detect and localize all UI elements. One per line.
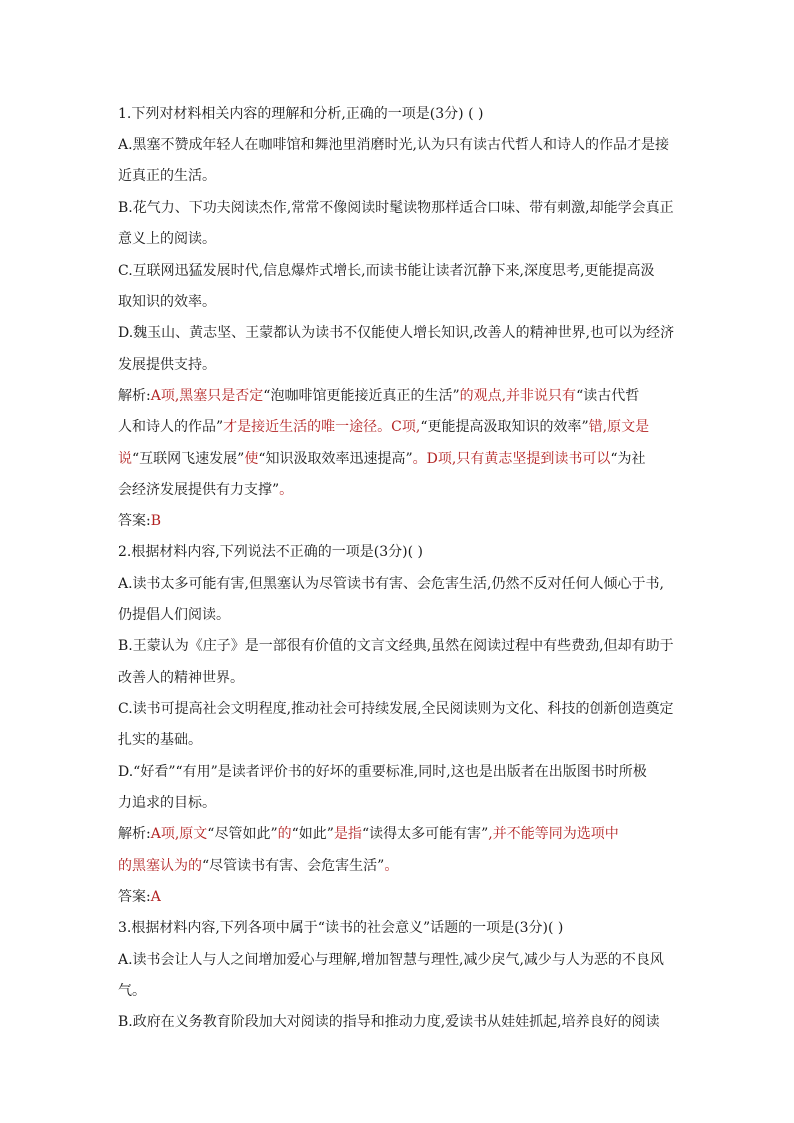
answer-label: 答案: (118, 889, 151, 905)
q1-option-a: A.黑塞不赞成年轻人在咖啡馆和舞池里消磨时光,认为只有读古代哲人和诗人的作品才是接 (118, 137, 670, 153)
q1-analysis-line4: 会经济发展提供有力支撑”。 (118, 482, 294, 498)
q2-option-c-cont: 扎实的基础。 (118, 732, 202, 748)
q1-option-c-cont: 取知识的效率。 (118, 294, 216, 310)
q3-option-b: B.政府在义务教育阶段加大对阅读的指导和推动力度,爱读书从娃娃抓起,培养良好的阅读 (118, 1014, 660, 1030)
q1-analysis-line3: 说“互联网飞速发展”使“知识汲取效率迅速提高”。D项,只有黄志坚提到读书可以“为社 (118, 451, 646, 467)
answer-value: B (150, 513, 162, 529)
answer-label: 答案: (118, 513, 151, 529)
q1-option-c: C.互联网迅猛发展时代,信息爆炸式增长,而读书能让读者沉静下来,深度思考,更能提高汲 (118, 263, 655, 279)
q1-stem: 1.下列对材料相关内容的理解和分析,正确的一项是(3分) ( ) (118, 106, 484, 122)
q2-option-b-cont: 改善人的精神世界。 (118, 670, 244, 686)
analysis-label: 解析: (118, 388, 151, 404)
q2-answer (118, 887, 683, 907)
q2-option-c: C.读书可提高社会文明程度,推动社会可持续发展,全民阅读则为文化、科技的创新创造奠定 (118, 701, 674, 717)
analysis-label: 解析: (118, 826, 151, 842)
q1-option-d-cont: 发展提供支持。 (118, 357, 216, 373)
q2-option-b: B.王蒙认为《庄子》是一部很有价值的文言文经典,虽然在阅读过程中有些费劲,但却有助于 (118, 638, 674, 654)
q2-analysis-line2: 的黑塞认为的“尽管读书有害、会危害生活”。 (118, 858, 399, 874)
q2-option-d: D.“好看”“有用”是读者评价书的好坏的重要标准,同时,这也是出版者在出版图书时所极 (118, 764, 647, 780)
q1-option-d: D.魏玉山、黄志坚、王蒙都认为读书不仅能使人增长知识,改善人的精神世界,也可以为经济 (118, 325, 675, 341)
q1-option-a-cont: 近真正的生活。 (118, 168, 216, 184)
q3-stem: 3.根据材料内容,下列各项中属于“读书的社会意义”话题的一项是(3分)( ) (118, 920, 564, 936)
q2-option-a: A.读书太多可能有害,但黑塞认为尽管读书有害、会危害生活,仍然不反对任何人倾心于书, (118, 576, 664, 592)
q2-option-a-cont: 仍提倡人们阅读。 (118, 607, 230, 623)
q2-stem: 2.根据材料内容,下列说法不正确的一项是(3分)( ) (118, 544, 424, 560)
q1-answer (118, 511, 683, 531)
q3-option-a: A.读书会让人与人之间增加爱心与理解,增加智慧与理性,减少戾气,减少与人为恶的不良风 (118, 952, 664, 968)
q2-option-d-cont: 力追求的目标。 (118, 795, 216, 811)
q1-option-b-cont: 意义上的阅读。 (118, 231, 216, 247)
q1-analysis-line1: 解析:A项,黑塞只是否定“泡咖啡馆更能接近真正的生活”的观点,并非说只有“读古代哲 (118, 388, 640, 404)
answer-value: A (150, 889, 161, 905)
q1-analysis-line2: 人和诗人的作品”才是接近生活的唯一途径。C项,“更能提高汲取知识的效率”错,原文是 (118, 419, 650, 435)
q3-option-a-cont: 气。 (118, 983, 146, 999)
q2-analysis-line1: 解析:A项,原文“尽管如此”的“如此”是指“读得太多可能有害”,并不能等同为选项中 (118, 826, 619, 842)
q1-option-b: B.花气力、下功夫阅读杰作,常常不像阅读时髦读物那样适合口味、带有刺激,却能学会真正 (118, 200, 674, 216)
